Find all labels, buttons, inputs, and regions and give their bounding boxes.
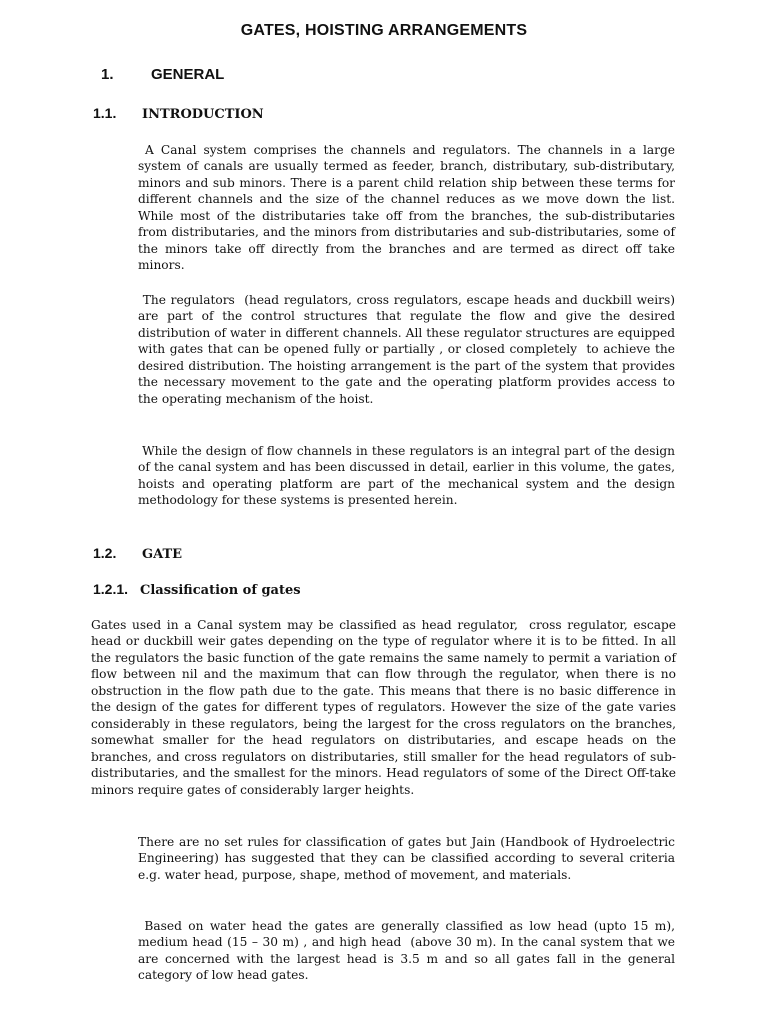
section-title: GENERAL bbox=[151, 66, 225, 83]
section-1-2-1-heading bbox=[93, 581, 301, 598]
section-title: INTRODUCTION bbox=[142, 107, 264, 122]
document-title: GATES, HOISTING ARRANGEMENTS bbox=[240, 22, 528, 39]
section-title: Classification of gates bbox=[140, 583, 301, 598]
classification-paragraph: Gates used in a Canal system may be classified as head regulator, cross regulator, escape head or duckbill weir gates depending on the type of regulator where it is to be fitted. In all the regulators the basic function of the gate remains the same namely to permit a variation of flow between nil and the maximum that can flow through the regulator, when there is no obstruction in the flow path due to the gate. This means that there is no basic difference in the design of the gates for different types of regulators. However the size of the gate varies considerably in these regulators, being the largest for the cross regulators on the branches, somewhat smaller for the head regulators on distributaries, and escape heads on the branches, and cross regulators on distributaries, still smaller for the head regulators of sub-distributaries, and the smallest for the minors. Head regulators of some of the Direct Off-take minors require gates of considerably larger heights. bbox=[91, 618, 680, 797]
criteria-paragraph: There are no set rules for classification of gates but Jain (Handbook of Hydroelectric Engineering) has suggested that they can be classified according to several criteria e.g. water head, purpose, shape, method of movement, and materials. bbox=[138, 835, 679, 882]
intro-paragraph: While the design of flow channels in these regulators is an integral part of the design of the canal system and has been discussed in detail, earlier in this volume, the gates, hoists and operating platform are part of the mechanical system and the design methodology for these systems is presented herein. bbox=[138, 444, 679, 508]
section-number: 1.2. bbox=[93, 545, 117, 561]
criteria-paragraph: Based on water head the gates are generally classified as low head (upto 15 m), medium head (15 – 30 m) , and high head (above 30 m). In the canal system that we are concerned with the largest head is 3.5 m and so all gates fall in the general category of low head gates. bbox=[138, 919, 683, 983]
section-number: 1. bbox=[101, 66, 114, 83]
intro-paragraph: The regulators (head regulators, cross regulators, escape heads and duckbill weirs) are part of the control structures that regulate the flow and give the desired distribution of water in different channels. All these regulator structures are equipped with gates that can be opened fully or partially , or closed completely to achieve the desired distribution. The hoisting arrangement is the part of the system that provides the necessary movement to the gate and the operating platform provides access to the operating mechanism of the hoist. bbox=[138, 293, 679, 406]
section-number: 1.1. bbox=[93, 105, 117, 121]
section-title: GATE bbox=[142, 547, 183, 562]
section-1-1-heading bbox=[93, 105, 264, 122]
section-1-2-heading bbox=[93, 545, 182, 562]
intro-paragraph: A Canal system comprises the channels and regulators. The channels in a large system of canals are usually termed as feeder, branch, distributary, sub-distributary, minors and sub minors. There is a parent child relation ship between these terms for different channels and the size of the channel reduces as we move down the list. While most of the distributaries take off from the branches, the sub-distributaries from distributaries, and the minors from distributaries and sub-distributaries, some of the minors take off directly from the branches and are termed as direct off take minors. bbox=[138, 143, 679, 273]
section-1-heading bbox=[101, 66, 224, 83]
section-number: 1.2.1. bbox=[93, 581, 129, 597]
